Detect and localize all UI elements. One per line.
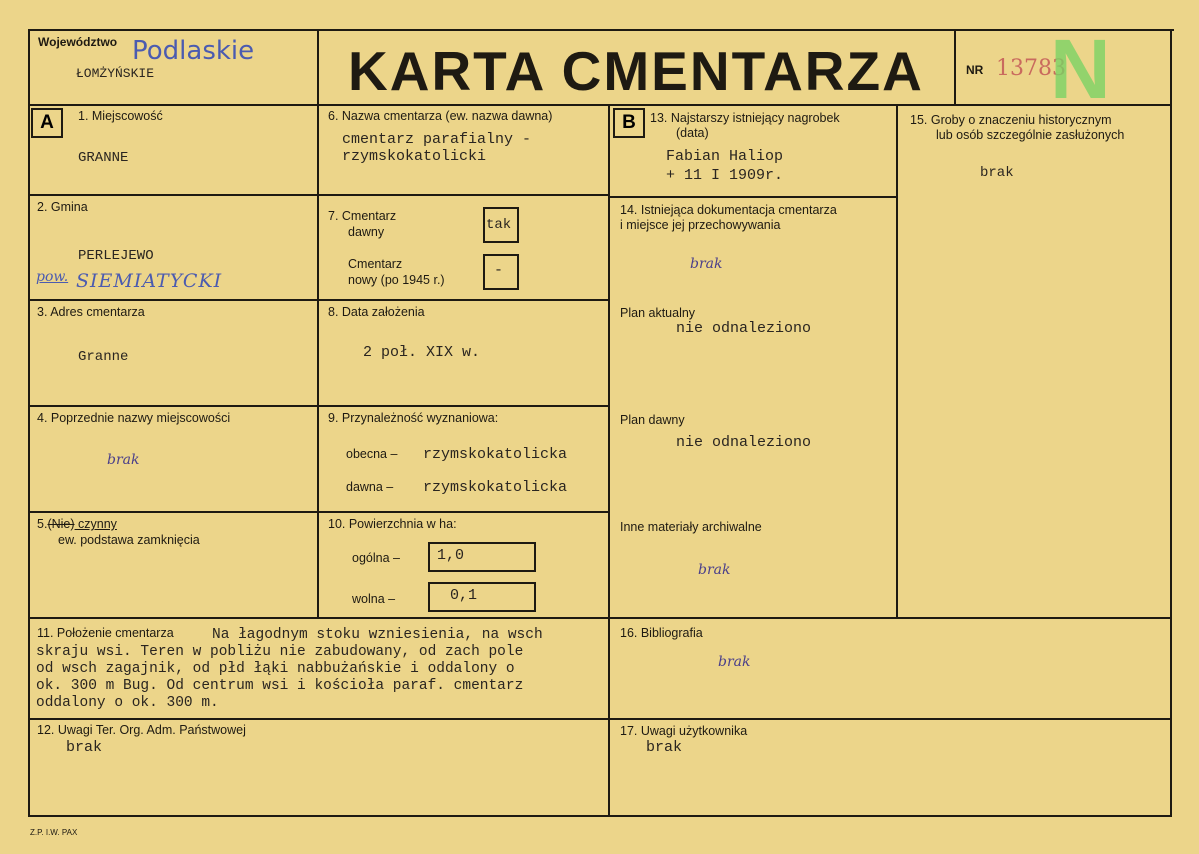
field-10-ogolna-value: 1,0	[437, 547, 465, 564]
field-2-pow-prefix: pow.	[36, 269, 69, 285]
field-2-label: 2. Gmina	[37, 200, 88, 214]
field-15-label2: lub osób szczególnie zasłużonych	[936, 128, 1125, 142]
field-10-wolna-box	[428, 582, 536, 612]
field-16-value: brak	[718, 654, 751, 670]
plan-aktualny-value: nie odnaleziono	[676, 320, 812, 337]
field-11-line4: ok. 300 m Bug. Od centrum wsi i kościoła paraf. cmentarz	[36, 678, 524, 694]
field-11-line5: oddalony o ok. 300 m.	[36, 695, 219, 711]
field-9-dawna-value: rzymskokatolicka	[423, 479, 568, 496]
card-title: KARTA CMENTARZA	[348, 40, 924, 102]
field-7-nowy-label1: Cmentarz	[348, 257, 403, 271]
printer-mark: Z.P. I.W. PAX	[30, 828, 78, 837]
field-12-label: 12. Uwagi Ter. Org. Adm. Państwowej	[37, 723, 246, 737]
line	[610, 196, 897, 198]
field-6-line1: cmentarz parafialny -	[342, 131, 532, 148]
field-17-label: 17. Uwagi użytkownika	[620, 724, 748, 738]
line	[28, 405, 610, 407]
line	[608, 104, 610, 817]
field-10-wolna-value: 0,1	[450, 587, 478, 604]
field-10-wolna-label: wolna –	[352, 592, 396, 606]
field-5-rest: czynny	[74, 517, 117, 531]
field-3-value: Granne	[78, 349, 129, 365]
line	[28, 511, 610, 513]
field-5-label2: ew. podstawa zamknięcia	[58, 533, 200, 547]
field-8-label: 8. Data założenia	[328, 305, 425, 319]
field-4-value: brak	[107, 452, 140, 468]
field-9-label: 9. Przynależność wyznaniowa:	[328, 411, 499, 425]
field-7-dawny-value: tak	[486, 217, 512, 233]
line	[28, 617, 1172, 619]
field-13-label2: (data)	[676, 126, 709, 140]
field-10-label: 10. Powierzchnia w ha:	[328, 517, 457, 531]
field-3-label: 3. Adres cmentarza	[37, 305, 145, 319]
field-8-value: 2 poł. XIX w.	[363, 344, 481, 361]
field-5-num: 5.	[37, 517, 48, 531]
field-14-value: brak	[690, 256, 723, 272]
section-b-letter: B	[613, 108, 645, 138]
field-6-line2: rzymskokatolicki	[342, 148, 487, 165]
inne-value: brak	[698, 562, 731, 578]
field-13-line2: + 11 I 1909r.	[666, 167, 784, 184]
plan-dawny-label: Plan dawny	[620, 413, 685, 427]
line	[28, 29, 30, 817]
stamp-letter: N	[1050, 22, 1111, 116]
line	[1170, 29, 1172, 817]
field-5-strike: (Nie)	[47, 517, 75, 531]
field-11-line3: od wsch zagajnik, od płd łąki nabbużańskie i oddalony o	[36, 661, 515, 677]
field-9-obecna-label: obecna –	[346, 447, 398, 461]
field-4-label: 4. Poprzednie nazwy miejscowości	[37, 411, 231, 425]
field-1-value: GRANNE	[78, 150, 129, 166]
section-a-letter: A	[31, 108, 63, 138]
field-5-label	[37, 517, 117, 531]
wojewodztwo-stamp: Podlaskie	[132, 36, 255, 66]
field-11-line2: skraju wsi. Teren w pobliżu nie zabudowany, od zach pole	[36, 644, 524, 660]
field-7-nowy-label2: nowy (po 1945 r.)	[348, 273, 445, 287]
inne-label: Inne materiały archiwalne	[620, 520, 762, 534]
wojewodztwo-typed: ŁOMŻYŃSKIE	[76, 66, 155, 81]
line	[28, 104, 1172, 106]
line	[896, 104, 898, 618]
field-11-label: 11. Położenie cmentarza	[37, 626, 174, 640]
line	[28, 718, 1172, 720]
wojewodztwo-label: Województwo	[38, 35, 118, 49]
field-7-dawny-label2: dawny	[348, 225, 385, 239]
line	[28, 29, 1174, 31]
field-10-ogolna-label: ogólna –	[352, 551, 400, 565]
plan-dawny-value: nie odnaleziono	[676, 434, 812, 451]
field-13-line1: Fabian Haliop	[666, 148, 784, 165]
field-15-value: brak	[980, 165, 1014, 181]
field-2-value: PERLEJEWO	[78, 248, 154, 264]
field-14-label1: 14. Istniejąca dokumentacja cmentarza	[620, 203, 837, 217]
line	[317, 29, 319, 618]
field-11-line1: Na łagodnym stoku wzniesienia, na wsch	[212, 627, 543, 643]
field-9-dawna-label: dawna –	[346, 480, 394, 494]
line	[954, 29, 956, 105]
field-7-dawny-label1: 7. Cmentarz	[328, 209, 397, 223]
line	[28, 194, 610, 196]
field-15-label1: 15. Groby o znaczeniu historycznym	[910, 113, 1112, 127]
field-13-label1: 13. Najstarszy istniejący nagrobek	[650, 111, 840, 125]
field-6-label: 6. Nazwa cmentarza (ew. nazwa dawna)	[328, 109, 553, 123]
field-17-value: brak	[646, 739, 683, 756]
field-14-label2: i miejsce jej przechowywania	[620, 218, 781, 232]
line	[28, 299, 610, 301]
field-9-obecna-value: rzymskokatolicka	[423, 446, 568, 463]
nr-label: NR	[966, 63, 984, 77]
field-2-pow-value: SIEMIATYCKI	[76, 270, 223, 292]
line	[28, 815, 1172, 817]
nr-value: 13783	[996, 56, 1066, 81]
plan-aktualny-label: Plan aktualny	[620, 306, 696, 320]
field-1-label: 1. Miejscowość	[78, 109, 163, 123]
field-12-value: brak	[66, 739, 103, 756]
field-16-label: 16. Bibliografia	[620, 626, 703, 640]
field-7-nowy-value: -	[494, 262, 504, 279]
